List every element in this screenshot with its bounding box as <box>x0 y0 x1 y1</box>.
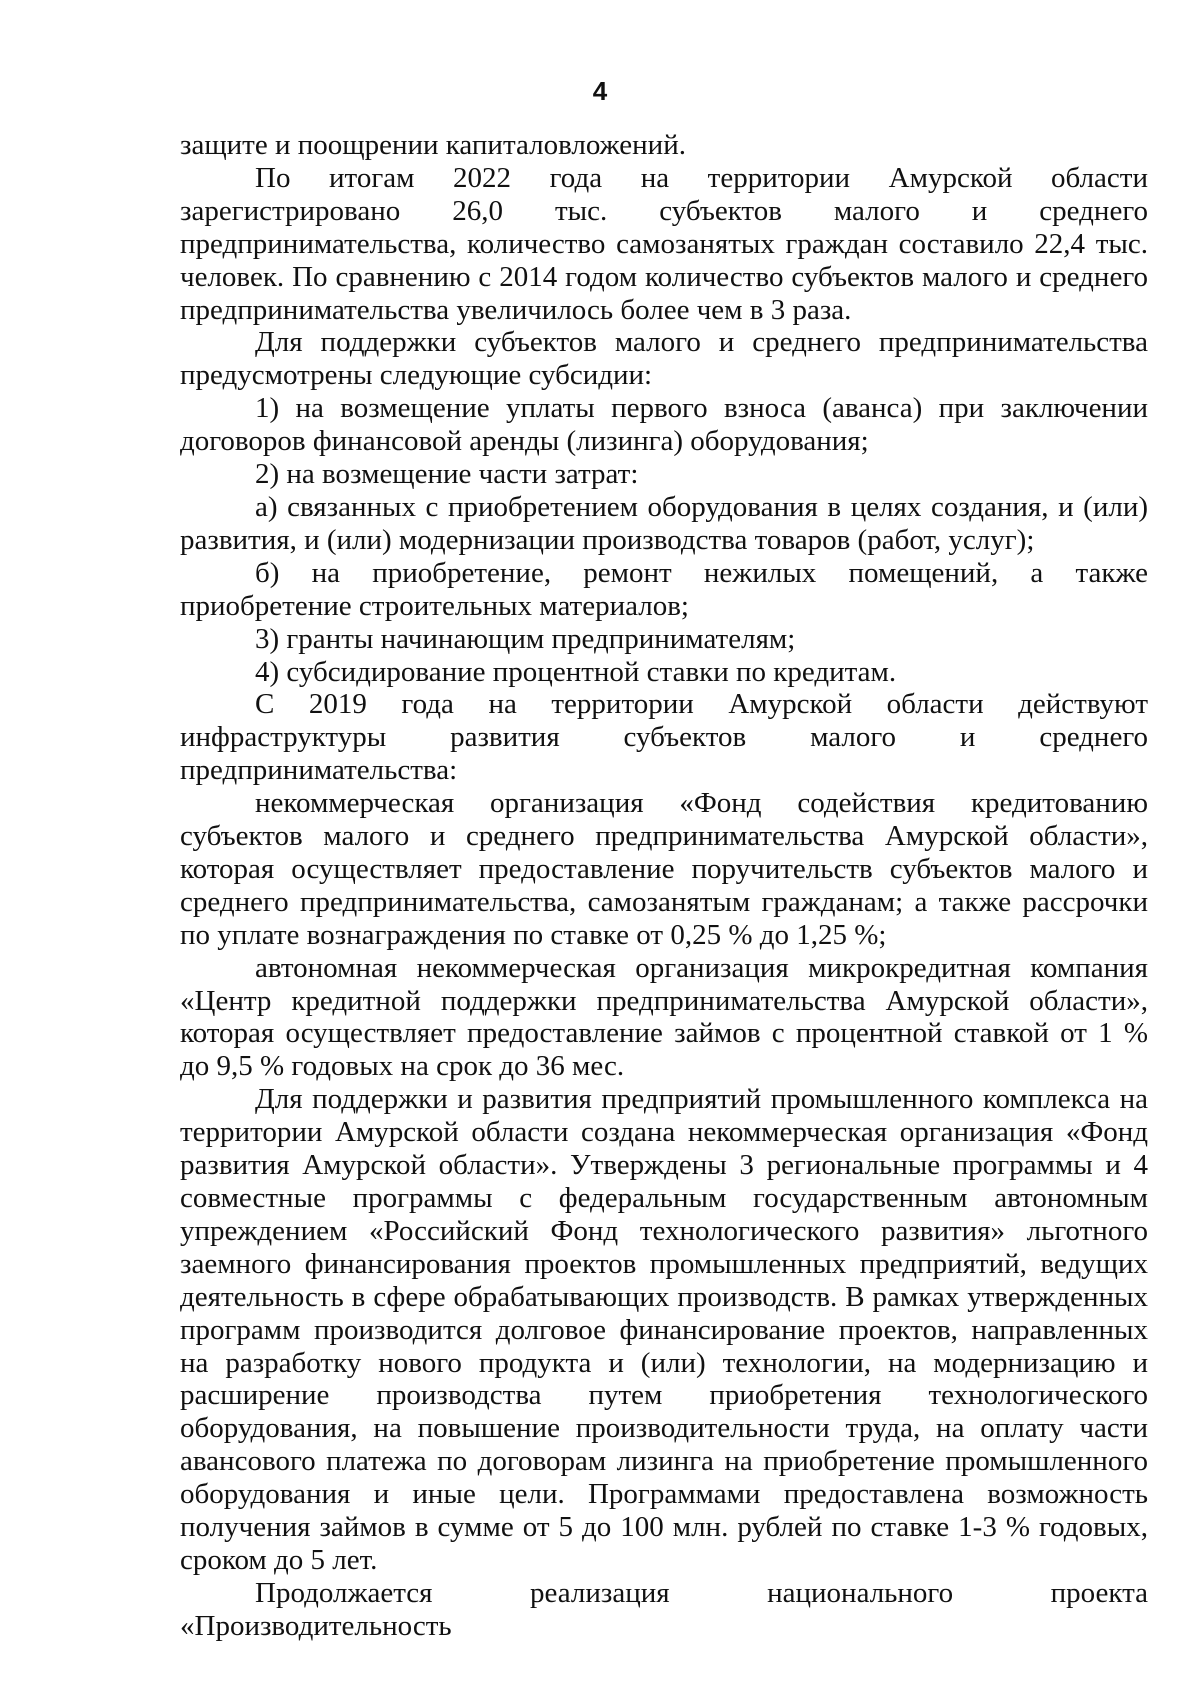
paragraph-guarantee-fund: некоммерческая организация «Фонд содействия кредитованию субъектов малого и среднего предпринимательства Амурской области», которая осуществляет предоставление поручительств субъектов малого и среднего предпринимательства, самозанятым гражданам; а также рассрочки по уплате вознаграждения по ставке от 0,25 % до 1,25 %; <box>180 787 1148 951</box>
list-item-interest-subsidy: 4) субсидирование процентной ставки по кредитам. <box>255 655 897 688</box>
list-item-equipment-costs: а) связанных с приобретением оборудования в целях создания, и (или) развития, и (или) модернизации производства товаров (работ, услуг); <box>180 490 1148 556</box>
paragraph-microcredit-company: автономная некоммерческая организация микрокредитная компания «Центр кредитной поддержки предпринимательства Амурской области», которая осуществляет предоставление займов с процентной ставкой от 1 % до 9,5 % годовых на срок до 36 мес. <box>180 951 1148 1083</box>
document-body <box>180 129 1148 1643</box>
paragraph-sme-statistics: По итогам 2022 года на территории Амурской области зарегистрировано 26,0 тыс. субъектов малого и среднего предпринимательства, количество самозанятых граждан составило 22,4 тыс. человек. По сравнению с 2014 годом количество субъектов малого и среднего предпринимательства увеличилось более чем в 3 раза. <box>180 161 1148 326</box>
list-item-grants: 3) гранты начинающим предпринимателям; <box>255 622 796 655</box>
list-item-leasing-advance: 1) на возмещение уплаты первого взноса (аванса) при заключении договоров финансовой аренды (лизинга) оборудования; <box>180 392 1148 458</box>
page-number: 4 <box>592 76 608 106</box>
paragraph-subsidies-intro: Для поддержки субъектов малого и среднего предпринимательства предусмотрены следующие субсидии: <box>180 326 1148 392</box>
list-item-premises-costs: б) на приобретение, ремонт нежилых помещений, а также приобретение строительных материалов; <box>180 556 1148 622</box>
paragraph-continuation: защите и поощрении капиталовложений. <box>180 129 686 161</box>
paragraph-industrial-development-fund: Для поддержки и развития предприятий промышленного комплекса на территории Амурской области создана некоммерческая организация «Фонд развития Амурской области». Утверждены 3 региональные программы и 4 совместные программы с федеральным государственным автономным упреждением «Российский Фонд технологического развития» льготного заемного финансирования проектов промышленных предприятий, ведущих деятельность в сфере обрабатывающих производств. В рамках утвержденных программ производится долговое финансирование проектов, направленных на разработку нового продукта и (или) технологии, на модернизацию и расширение производства путем приобретения технологического оборудования, на повышение производительности труда, на оплату части авансового платежа по договорам лизинга на приобретение промышленного оборудования и иные цели. Программами предоставлена возможность получения займов в сумме от 5 до 100 млн. рублей по ставке 1-3 % годовых, сроком до 5 лет. <box>180 1083 1148 1576</box>
paragraph-infrastructure-intro: С 2019 года на территории Амурской области действуют инфраструктуры развития субъектов малого и среднего предпринимательства: <box>180 688 1148 787</box>
list-item-costs-compensation: 2) на возмещение части затрат: <box>255 458 639 491</box>
paragraph-national-project: Продолжается реализация национального проекта «Производительность <box>180 1576 1148 1642</box>
